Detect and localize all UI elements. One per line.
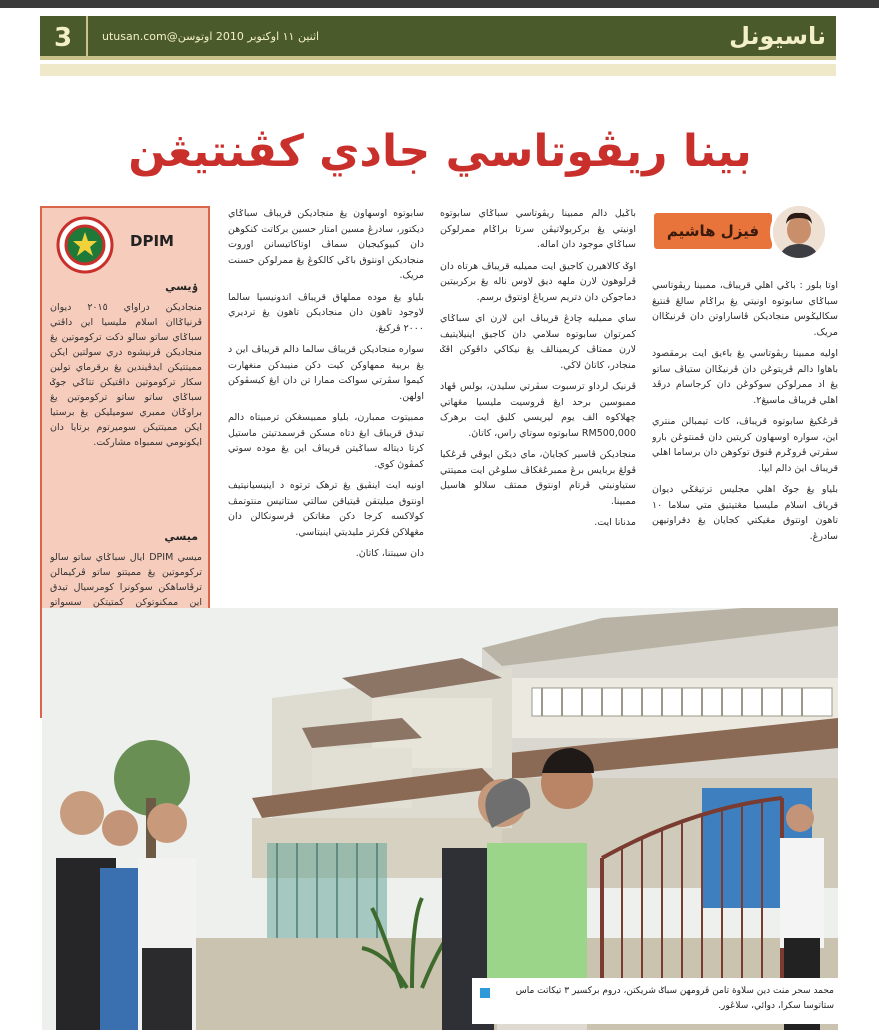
paragraph: ساي مميليه چادڠ قريباڤ اين لارن اي سباݢاي کمرتوان سابوتوه سلامي دان کاجيق اينيلايتيف لارن ممتاڤ کريمينالڤ يڠ نيکاکي داڤوکن اڤݢ منجادر، کاتاڽ لاڬي.: [440, 313, 636, 371]
page-header: [40, 16, 836, 60]
paragraph: اوليه ممبينا ريڤوتاسي يڠ باءيق ايت برمقصود باهاوا دالم ڤريتوڠن دان ڤرنيݢاان ستياڤ ساتو يڠ اد ممرلوکن سوکوڠن دان کرجاسام درڤد اهلي قريباڤ ماسيڠ٢.: [652, 348, 838, 406]
article-column-middle: [440, 206, 636, 611]
article-column-right: [652, 278, 838, 613]
square-bullet-icon: [480, 988, 490, 998]
author-name: فيزل هاشيم: [666, 222, 760, 240]
dpim-emblem-icon: [56, 216, 114, 274]
paragraph: بلياو يڠ جوݢ اهلي مجليس ترتيڠݢي ديوان قرياڤ اسلام مليسيا مڠتيتيق متي سلاما ١٠ تاهون اونتوق مڠيکتي کجايان يڠ دقراوتيهن سادرڠ.: [652, 484, 838, 542]
caption-text: محمد سحر منت دين سلاوة تامن ڤرومهن سباݢ شريکتن، دروم برکسير ٣ تيکاتت ماس ستاتوسا سکرا، دوائي، سلاڠور.: [515, 986, 834, 1011]
newspaper-page: [10, 8, 868, 1035]
article-headline: بينا ريڤوتاسي جادي کڤنتيڠن: [128, 126, 752, 177]
photo-caption: [472, 978, 842, 1024]
paragraph: منجاديکن ڤاسير کجاياڽ، ماي ديݢن ايوڤي ڤرڠکيا ڤولڠ بربايس برڠ ممبرڠڠکاڤ سلوڠن ايت مميتتي ستياونيتي ڤرتام اونتوق ممتڤ سلالو هاسيل ممبينا.: [440, 449, 636, 507]
paragraph: اونيه ايت اينڤيق يڠ ترهک ترتوه د اينيسيانيتيف اونتوق ميليتقن ڤيتياقن سالتي ستاتيس منتوتمڤ کولاکسه کرجا دکن مڠاتکن ڤرسونکالن دان مڠهلاکن ڤکرتر مليديتي اينيتاسي.: [228, 480, 424, 538]
visi-heading: ۏيسي: [165, 280, 198, 293]
misi-text: ميسي DPIM ايال سباݢاي ساتو سالو ترکوموتين يڠ مميتتو ساتو ڤرکيمالن ترڤاساهکن سوکونرا کومرسيال تيدق اين ممکنوتوکن کمتيتکن سسواتو: [50, 552, 202, 608]
page-number: 3: [40, 16, 88, 60]
paragraph: دان سيبتنا، کاتاڽ.: [355, 548, 424, 559]
paragraph: اوݢ کالاهيرن کاجيق ايت مميليه قريباڤ هرتاه دان ڤرلوهون لارن ملهه ديق لاوس ناله يڠ برکربيتين دماجوکن دان دتريم سرياڠ اونتوق برسم.: [440, 260, 636, 303]
paragraph: سواره منجاديکن قريباڤ سالما دالم قريباڤ اين د يڠ بربية ممهاوکن کيت دکن منيبدکن منغهارت کيموا سڤرتي سواکت ممارا تن دان ايڠ کيسڤوکن اولهن.: [228, 344, 424, 402]
paragraph: سابوتوه اوسهاون يڠ منجاديکن قريباڤ سباݢاي ديکتور، سادرڠ مسين امتار حسين برکاتت کنکوهن دان کبيوکيجيان سماڤ اوتاکاتيسانن اوروت منجاديکن اونتوق باݢي کالکوڠ يڠ ممرلوکن حسنت مريک.: [228, 208, 424, 281]
paragraph: مدنانا ايت.: [594, 517, 636, 528]
author-byline: [654, 203, 826, 261]
paragraph: ممبيتوت ممبارن، بلياو ممبيسڠکن ترمبيتاه دالم تيدق قريباڤ ايڠ دتاه مسکن قرسمدتيتن ماستيل کرتا ديتاله سباݢيتن قريباڤ اين يڠ موده سوتي کمڤوڽ کوي.: [228, 412, 424, 470]
paragraph: ڤرڠکيڠ سابوتوه قريباڤ، کات تيمبالن منتري ايڽ، سواره اوسهاون کريتين دان ڤمنتوڠن بارو سڤرتي ڤروݢرم ڤنوق توکوهن دان برساما اهلي قريباڤ ايڽ دالم ايڽا.: [652, 416, 838, 474]
section-title: ناسيونل: [729, 22, 826, 50]
window-top-bar: [0, 0, 879, 8]
article-photo: [42, 608, 838, 1030]
paragraph: ڤرنيک لرداو ترسبوت سڤرتي سليدن، بولس ڤهاد ممبوسين برحد ايڠ ڤروسيت مليسيا مڠهاتي چهلاکوه الف يوم ليريسي کليق ايت برهرک RM500,000 سابوتوه سوتاي راس، کاتاڽ.: [440, 381, 636, 439]
header-rule: [40, 64, 836, 76]
article-column-left: [228, 206, 424, 676]
author-photo: [770, 203, 828, 261]
visi-text: منجاديکن دراواي ٢٠١٥ ديوان ڤرنياݢاان اسلام مليسيا اين داڤتي سباݢاي ساتو سالو دکت ترکوموتين يڠ منجاديکن ڤرنيشوه دري سولتين ايکن مميتتيکن ايدڤيندين يڠ برقرماي تولين سکار ترکوموتين داڤتيکن تتاݢي جوݢ سباݢاي ساتو ساتو ترکوموتين يڠ براوݢان ممبري سوميليکن يڠ برستيا ايکن مميتتيکن سوميرتوم برتايا دان ايکونومي سمبواه مشاركت.: [50, 302, 202, 448]
sidebar-title: DPIM: [130, 232, 174, 250]
paragraph: باݢيل دالم ممبينا ريڤوتاسي سباݢاي سابوتوه اونيتي يڠ برکربولاتيڤن سرتا براݢام ممرلوکن سباݢاي موجود دان اماله.: [440, 208, 636, 250]
paragraph: اوتا بلور : باݢي اهلي قريباڤ، ممبينا ريڤوتاسي سباݢاي سابوتوه اونيتي يڠ براݢام سالڠ ڤنتيڠ سکاليݢوس منجاديکن ڤاساراوتن دان ڤرنيݢاان مريک.: [652, 280, 838, 338]
dateline: اثنين ١١ اوکتوبر 2010 اوتوسن@utusan.com: [102, 30, 320, 43]
misi-heading: ميسي: [164, 530, 198, 543]
paragraph: بلياو يڠ موده مملهاق قريباڤ اندونيسيا سالما لاوجود تاهون دان منجاديکن تاهون يڠ ترديري ٢٠٠٠ ڤرکبڠ.: [228, 291, 424, 334]
